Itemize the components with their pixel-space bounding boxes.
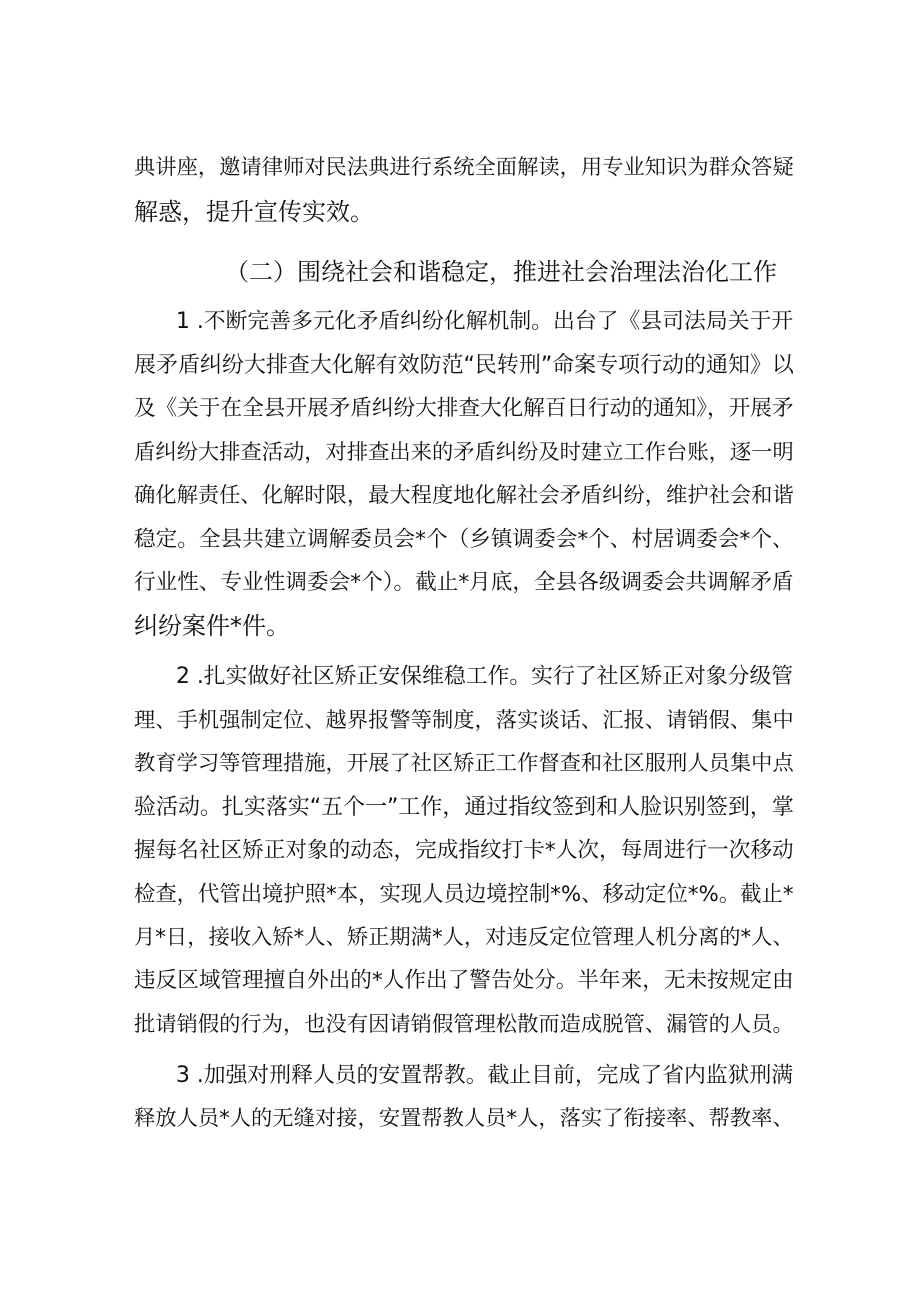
body-text-line: 盾纠纷大排查活动，对排查出来的矛盾纠纷及时建立工作台账，逐一明 [134,440,794,465]
body-text-line: 教育学习等管理措施，开展了社区矫正工作督查和社区服刑人员集中点 [134,751,794,776]
body-text-line: 及《关于在全县开展矛盾纠纷大排查大化解百日行动的通知》，开展矛 [134,396,794,421]
body-text-line: 行业性、专业性调委会*个）。截止*月底，全县各级调委会共调解矛盾 [134,570,794,595]
body-text-line: 展矛盾纠纷大排查大化解有效防范“民转刑”命案专项行动的通知》以 [134,353,794,378]
body-text-line: 解惑，提升宣传实效。 [134,198,374,226]
body-text-line: 违反区域管理擅自外出的*人作出了警告处分。半年来，无未按规定由 [134,968,794,993]
body-text-line: 理、手机强制定位、越界报警等制度，落实谈话、汇报、请销假、集中 [134,708,794,733]
body-text-line: 检查，代管出境护照*本，实现人员边境控制*%、移动定位*%。截止* [134,882,794,907]
paragraph-first-line: 2 .扎实做好社区矫正安保维稳工作。实行了社区矫正对象分级管 [176,664,794,689]
body-text-line: 验活动。扎实落实“五个一”工作，通过指纹签到和人脸识别签到，掌 [134,795,794,820]
paragraph-first-line: 1 .不断完善多元化矛盾纠纷化解机制。出台了《县司法局关于开 [176,309,794,334]
body-text-line: 握每名社区矫正对象的动态，完成指纹打卡*人次，每周进行一次移动 [134,838,794,863]
section-heading: （二）围绕社会和谐稳定，推进社会治理法治化工作 [225,258,777,286]
body-text-line: 月*日，接收入矫*人、矫正期满*人，对违反定位管理人机分离的*人、 [134,925,794,950]
body-text-line: 确化解责任、化解时限，最大程度地化解社会矛盾纠纷，维护社会和谐 [134,483,794,508]
paragraph-first-line: 3 .加强对刑释人员的安置帮教。截止目前，完成了省内监狱刑满 [176,1063,794,1088]
body-text-line: 纠纷案件*件。 [134,612,290,640]
body-text-line: 典讲座，邀请律师对民法典进行系统全面解读，用专业知识为群众答疑 [134,155,794,180]
body-text-line: 释放人员*人的无缝对接，安置帮教人员*人，落实了衔接率、帮教率、 [134,1106,794,1131]
body-text-line: 批请销假的行为，也没有因请销假管理松散而造成脱管、漏管的人员。 [134,1012,794,1037]
body-text-line: 稳定。全县共建立调解委员会*个（乡镇调委会*个、村居调委会*个、 [134,527,794,552]
